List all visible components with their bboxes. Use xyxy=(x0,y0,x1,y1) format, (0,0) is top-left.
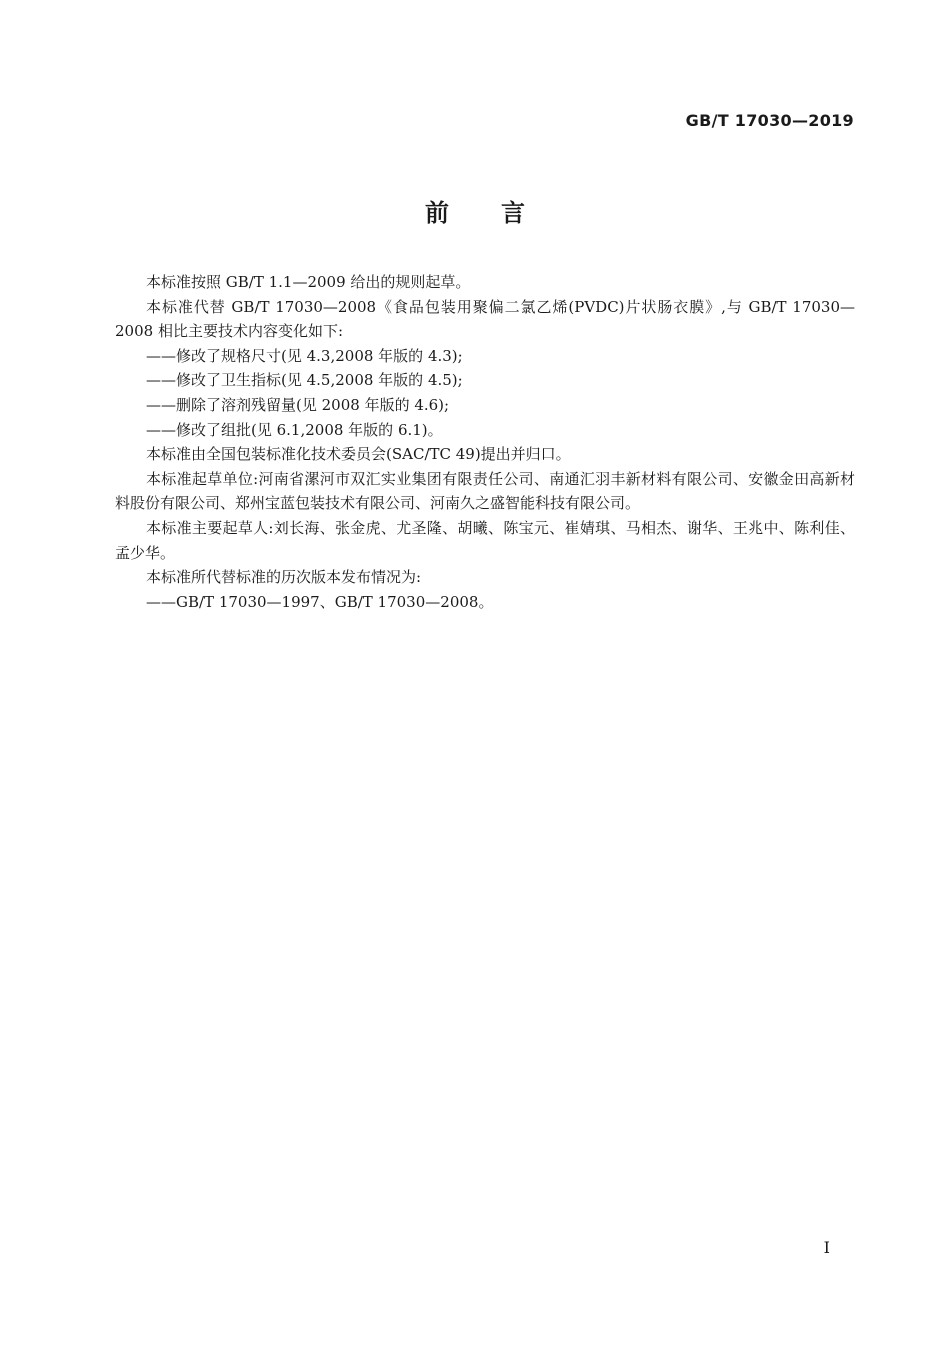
paragraph-history-intro: 本标准所代替标准的历次版本发布情况为: xyxy=(146,568,422,587)
history-item: ——GB/T 17030—1997、GB/T 17030—2008。 xyxy=(146,592,494,611)
page-title: 前言 xyxy=(425,199,577,227)
paragraph-proposer: 本标准由全国包装标准化技术委员会(SAC/TC 49)提出并归口。 xyxy=(146,445,571,464)
standard-code: GB/T 17030—2019 xyxy=(685,111,854,130)
page-number: I xyxy=(823,1238,830,1257)
paragraph-drafting-rules: 本标准按照 GB/T 1.1—2009 给出的规则起草。 xyxy=(146,273,471,291)
change-item: ——修改了规格尺寸(见 4.3,2008 年版的 4.3); xyxy=(146,346,463,365)
paragraph-replacement: 本标准代替 GB/T 17030—2008《食品包装用聚偏二氯乙烯(PVDC)片状肠衣膜》,与 GB/T 17030—2008 相比主要技术内容变化如下: xyxy=(115,297,855,341)
foreword-body xyxy=(115,270,855,614)
change-item: ——修改了组批(见 6.1,2008 年版的 6.1)。 xyxy=(146,420,443,439)
paragraph-drafters: 本标准主要起草人:刘长海、张金虎、尤圣隆、胡曦、陈宝元、崔婧琪、马相杰、谢华、王兆中、陈利佳、孟少华。 xyxy=(115,518,855,562)
change-item: ——修改了卫生指标(见 4.5,2008 年版的 4.5); xyxy=(146,371,463,390)
paragraph-drafting-units: 本标准起草单位:河南省漯河市双汇实业集团有限责任公司、南通汇羽丰新材料有限公司、安徽金田高新材料股份有限公司、郑州宝蓝包装技术有限公司、河南久之盛智能科技有限公司。 xyxy=(115,469,855,513)
change-item: ——删除了溶剂残留量(见 2008 年版的 4.6); xyxy=(146,395,450,414)
